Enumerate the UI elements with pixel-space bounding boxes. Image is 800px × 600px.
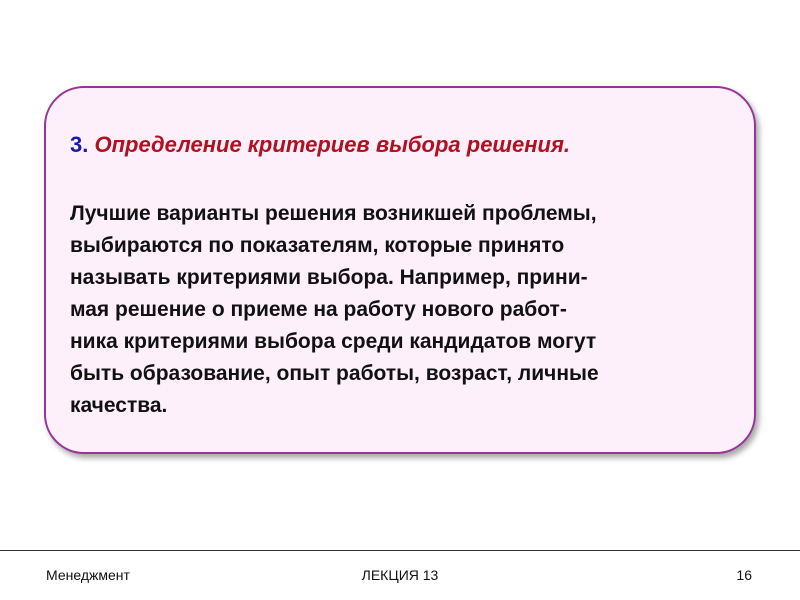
- body-line: мая решение о приеме на работу нового работ-: [70, 298, 567, 321]
- slide-heading: [70, 132, 570, 158]
- slide-body: [70, 198, 750, 422]
- footer-lecture-label: ЛЕКЦИЯ 13: [361, 567, 439, 583]
- body-line: называть критериями выбора. Например, прини-: [70, 266, 588, 289]
- footer-page-number: 16: [736, 567, 752, 583]
- heading-number: 3.: [70, 132, 89, 157]
- body-line: Лучшие варианты решения возникшей проблемы,: [70, 202, 597, 225]
- body-line: ника критериями выбора среди кандидатов могут: [70, 330, 597, 353]
- footer-divider: [0, 550, 800, 551]
- body-line: качества.: [70, 394, 168, 417]
- content-card: [44, 86, 756, 454]
- body-line: выбираются по показателям, которые принято: [70, 234, 565, 257]
- heading-text: Определение критериев выбора решения.: [94, 132, 571, 157]
- body-line: быть образование, опыт работы, возраст, личные: [70, 362, 599, 385]
- footer-course-title: Менеджмент: [46, 567, 130, 583]
